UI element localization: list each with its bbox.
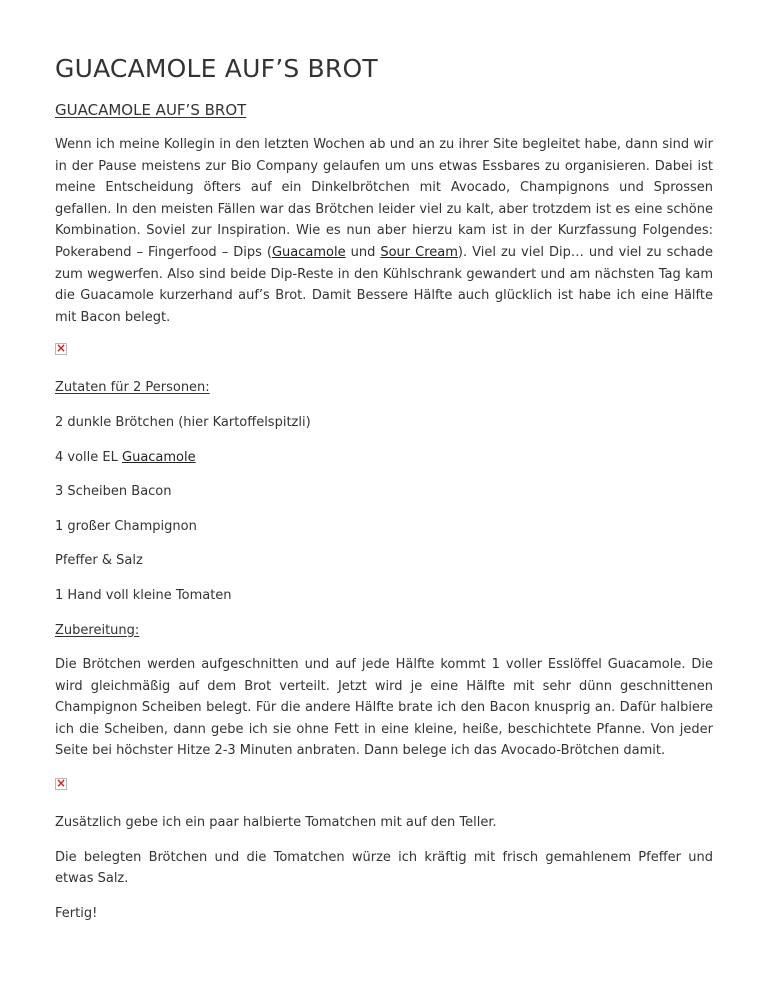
sour-cream-link[interactable]: Sour Cream: [380, 244, 458, 260]
broken-image-icon: [55, 778, 67, 790]
preparation-step: Zusätzlich gebe ich ein paar halbierte Tomatchen mit auf den Teller.: [55, 815, 497, 831]
broken-image-icon: [55, 343, 67, 355]
intro-paragraph: [55, 134, 713, 328]
ingredients-heading: Zutaten für 2 Personen:: [55, 380, 210, 396]
preparation-heading: Zubereitung:: [55, 622, 140, 638]
post-title-link[interactable]: GUACAMOLE AUF’S BROT: [55, 101, 247, 119]
ingredient-item: [55, 447, 713, 469]
ingredient-amount: 4 volle EL: [55, 449, 122, 465]
guacamole-link[interactable]: Guacamole: [271, 244, 346, 260]
ingredient-item: Pfeffer & Salz: [55, 553, 143, 569]
ingredient-item: 1 großer Champignon: [55, 518, 197, 534]
guacamole-ingredient-link[interactable]: Guacamole: [122, 449, 196, 465]
intro-text-mid: und: [345, 244, 381, 260]
page-title: GUACAMOLE AUF’S BROT: [55, 54, 378, 83]
ingredient-item: 1 Hand voll kleine Tomaten: [55, 587, 232, 603]
intro-text-before: Wenn ich meine Kollegin in den letzten Wochen ab und an zu ihrer Site begleitet habe, dann sind wir in der Pause meistens zur Bio Company gelaufen um uns etwas Essbares zu organisieren. Dabei ist meine Entscheidung öfters auf ein Dinkelbrötchen mit Avocado, Champignons und Sprossen gefallen. In den meisten Fällen war das Brötchen leider viel zu kalt, aber trotzdem ist es eine schöne Kombination. Soviel zur Inspiration. Wie es nun aber hierzu kam ist in der Kurzfassung Folgendes: Pokerabend – Fingerfood – Dips (: [55, 137, 713, 260]
ingredient-item: 2 dunkle Brötchen (hier Kartoffelspitzli): [55, 414, 311, 430]
preparation-step: Die belegten Brötchen und die Tomatchen würze ich kräftig mit frisch gemahlenem Pfeffer und etwas Salz.: [55, 849, 713, 887]
preparation-step: Die Brötchen werden aufgeschnitten und auf jede Hälfte kommt 1 voller Esslöffel Guacamole. Die wird gleichmäßig auf dem Brot verteilt. Jetzt wird je eine Hälfte mit sehr dünn geschnittenen Champignon Scheiben belegt. Für die andere Hälfte brate ich den Bacon knusprig an. Dafür halbiere ich die Scheiben, dann gebe ich sie ohne Fett in eine kleine, heiße, beschichtete Pfanne. Von jeder Seite bei höchster Hitze 2-3 Minuten anbraten. Dann belege ich das Avocado-Brötchen damit.: [55, 657, 713, 759]
ingredient-item: 3 Scheiben Bacon: [55, 484, 172, 500]
finish-text: Fertig!: [55, 905, 98, 921]
intro-text-after: ). Viel zu viel Dip… und viel zu schade zum wegwerfen. Also sind beide Dip-Reste in den Kühlschrank gewandert und am nächsten Tag kam die Guacamole kurzerhand auf’s Brot. Damit Bessere Hälfte auch glücklich ist habe ich eine Hälfte mit Bacon belegt.: [55, 244, 714, 325]
